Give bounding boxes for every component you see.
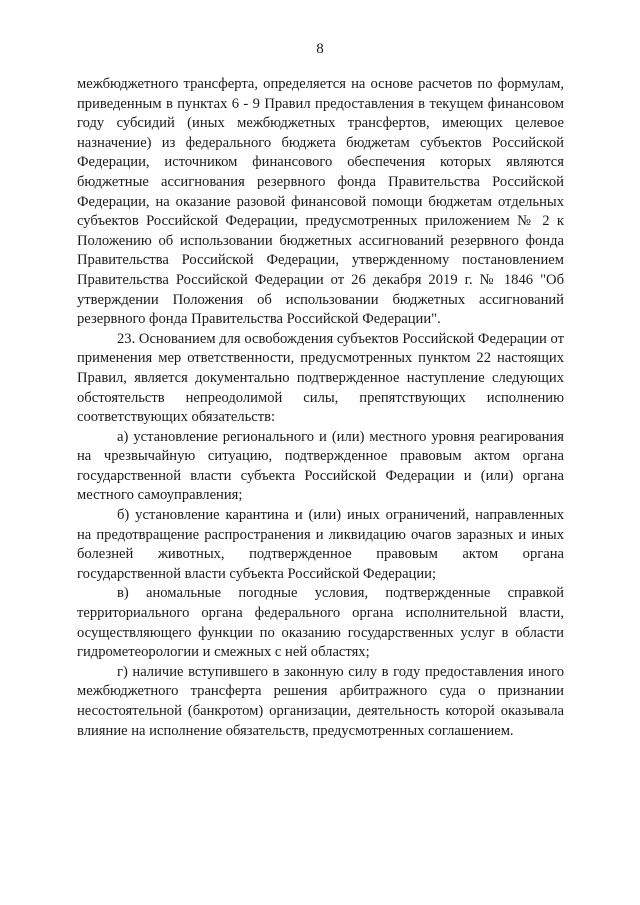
paragraph-continuation: межбюджетного трансферта, определяется на основе расчетов по формулам, приведенным в пунктах 6 - 9 Правил предоставления в текущем финансовом году субсидий (иных межбюджетных трансфертов, имеющих целевое назначение) из федерального бюджета бюджетам субъектов Российской Федерации, источником финансового обеспечения которых являются бюджетные ассигнования резервного фонда Правительства Российской Федерации, на оказание разовой финансовой помощи бюджетам отдельных субъектов Российской Федерации, предусмотренных приложением № 2 к Положению об использовании бюджетных ассигнований резервного фонда Правительства Российской Федерации, утвержденному постановлением Правительства Российской Федерации от 26 декабря 2019 г. № 1846 "Об утверждении Положения об использовании бюджетных ассигнований резервного фонда Правительства Российской Федерации".: [77, 76, 564, 328]
paragraph-item-23: 23. Основанием для освобождения субъектов Российской Федерации от применения мер ответственности, предусмотренных пунктом 22 настоящих Правил, является документально подтвержденное наступление следующих обстоятельств непреодолимой силы, препятствующих исполнению соответствующих обязательств:: [77, 330, 564, 426]
paragraph-subitem-a: а) установление регионального и (или) местного уровня реагирования на чрезвычайную ситуацию, подтвержденное правовым актом органа государственной власти субъекта Российской Федерации и (или) органа местного самоуправления;: [77, 428, 564, 504]
paragraph-subitem-b: б) установление карантина и (или) иных ограничений, направленных на предотвращение распространения и ликвидацию очагов заразных и иных болезней животных, подтвержденное правовым актом органа государственной власти субъекта Российской Федерации;: [77, 507, 564, 582]
document-body: [77, 75, 564, 741]
paragraph-subitem-v: в) аномальные погодные условия, подтвержденные справкой территориального органа федерального органа исполнительной власти, осуществляющего функции по оказанию государственных услуг в области гидрометеорологии и смежных с ней областях;: [77, 585, 564, 661]
paragraph-subitem-g: г) наличие вступившего в законную силу в году предоставления иного межбюджетного трансферта решения арбитражного суда о признании несостоятельной (банкротом) организации, деятельность которой оказывала влияние на исполнение обязательств, предусмотренных соглашением.: [77, 663, 564, 739]
page-number: 8: [316, 41, 324, 57]
